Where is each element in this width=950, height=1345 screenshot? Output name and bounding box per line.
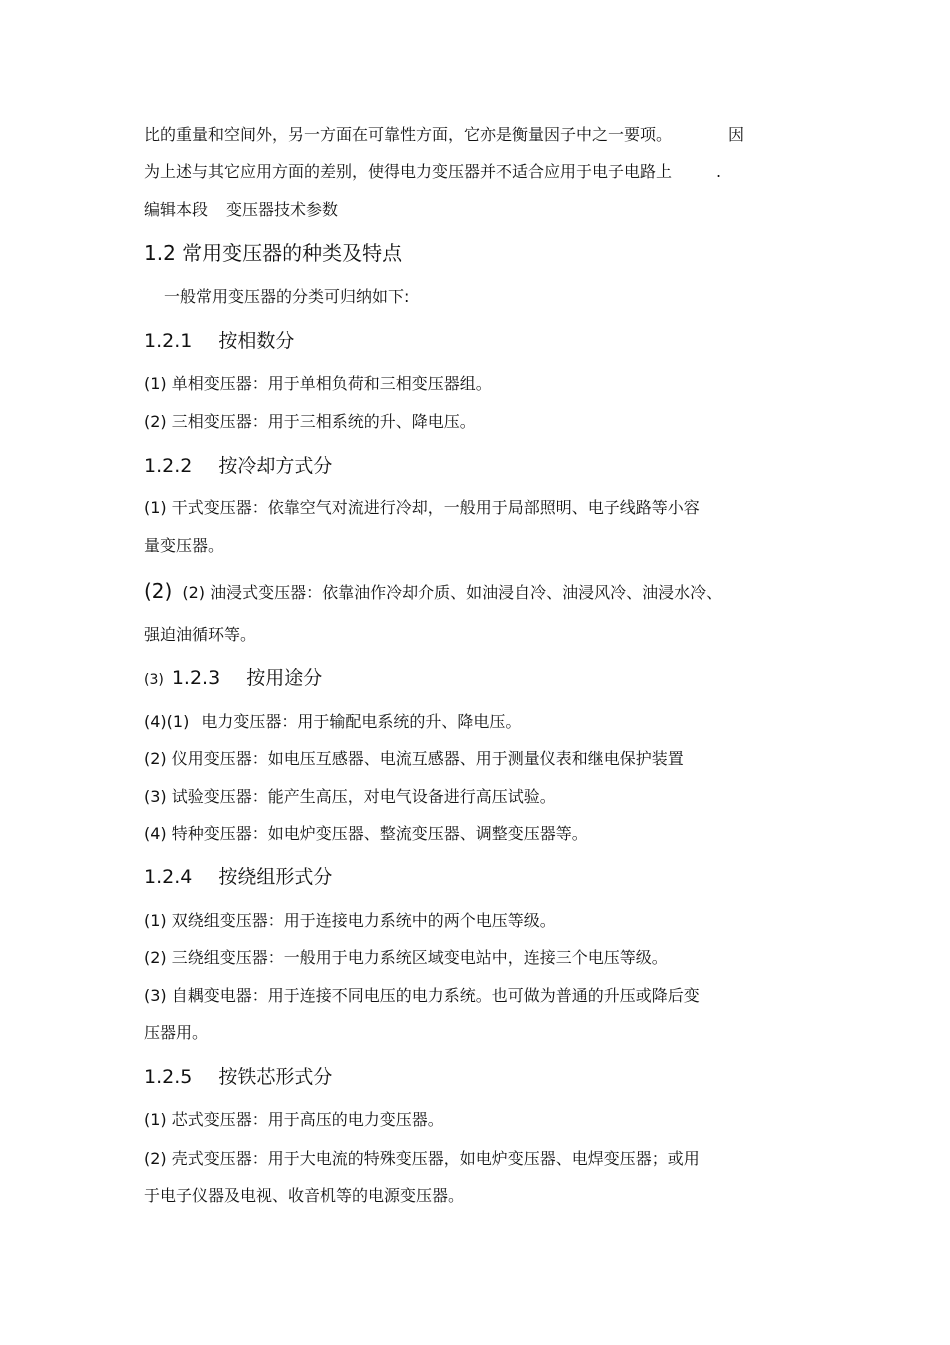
list-item: (1) 单相变压器：用于单相负荷和三相变压器组。 [144, 374, 492, 393]
list-item: (1) 干式变压器：依靠空气对流进行冷却，一般用于局部照明、电子线路等小容 [144, 498, 700, 517]
list-item: (2) 三相变压器：用于三相系统的升、降电压。 [144, 412, 476, 431]
heading-1-2-3-title: 按用途分 [246, 667, 323, 689]
list-item: (2) 壳式变压器：用于大电流的特殊变压器，如电炉变压器、电焊变压器；或用 [144, 1149, 700, 1168]
list-item-continuation: 压器用。 [144, 1023, 209, 1042]
list-marker: (2) [144, 579, 173, 603]
heading-1-2-4-number: 1.2.4 [144, 866, 193, 888]
heading-1-2-4-title: 按绕组形式分 [218, 866, 333, 888]
list-item: (4) 特种变压器：如电炉变压器、整流变压器、调整变压器等。 [144, 824, 588, 843]
edit-section-line [144, 199, 338, 221]
list-item: (3) 试验变压器：能产生高压，对电气设备进行高压试验。 [144, 787, 556, 806]
section-1-2-title: 1.2 常用变压器的种类及特点 [144, 241, 403, 265]
list-item-continuation: 强迫油循环等。 [144, 625, 257, 644]
list-item-text: 电力变压器：用于输配电系统的升、降电压。 [201, 712, 522, 731]
list-item: (2) 仪用变压器：如电压互感器、电流互感器、用于测量仪表和继电保护装置 [144, 749, 684, 768]
intro-line-1-text: 比的重量和空间外，另一方面在可靠性方面，它亦是衡量因子中之一要项。 [144, 125, 673, 144]
heading-1-2-2-title: 按冷却方式分 [218, 455, 333, 477]
heading-1-2-5-title: 按铁芯形式分 [218, 1066, 333, 1088]
list-item: (3) 自耦变电器：用于连接不同电压的电力系统。也可做为普通的升压或降后变 [144, 986, 700, 1005]
heading-1-2-1-title: 按相数分 [218, 330, 295, 352]
heading-1-2-2-number: 1.2.2 [144, 455, 193, 477]
heading-1-2-1-number: 1.2.1 [144, 330, 193, 352]
heading-1-2-5 [144, 1065, 332, 1089]
section-1-2-intro: 一般常用变压器的分类可归纳如下: [164, 287, 410, 306]
intro-line-1 [144, 124, 744, 146]
list-marker: (3) [144, 672, 164, 688]
list-item-text: (2) 油浸式变压器：依靠油作冷却介质、如油浸自冷、油浸风冷、油浸水冷、 [182, 583, 723, 602]
intro-line-2-text: 为上述与其它应用方面的差别，使得电力变压器并不适合应用于电子电路上 [144, 162, 673, 181]
list-item: (1) 芯式变压器：用于高压的电力变压器。 [144, 1110, 444, 1129]
edit-section-heading: 变压器技术参数 [226, 200, 339, 219]
list-item: (1) 双绕组变压器：用于连接电力系统中的两个电压等级。 [144, 911, 556, 930]
heading-1-2-5-number: 1.2.5 [144, 1066, 193, 1088]
list-marker: (4)(1) [144, 712, 190, 731]
heading-1-2-2 [144, 454, 332, 478]
heading-1-2-1 [144, 329, 294, 353]
intro-line-2-tail: . [716, 162, 722, 181]
list-item-continuation: 量变压器。 [144, 536, 225, 555]
heading-1-2-3-number: 1.2.3 [171, 667, 221, 689]
heading-1-2-4 [144, 865, 332, 889]
heading-1-2-3 [144, 666, 322, 692]
intro-line-1-tail: 因 [728, 125, 745, 144]
list-item: (2) 三绕组变压器：一般用于电力系统区域变电站中，连接三个电压等级。 [144, 948, 668, 967]
edit-section-link[interactable]: 编辑本段 [144, 200, 209, 219]
intro-line-2 [144, 161, 721, 183]
list-item [144, 711, 521, 733]
list-item-continuation: 于电子仪器及电视、收音机等的电源变压器。 [144, 1186, 465, 1205]
list-item [144, 580, 722, 604]
